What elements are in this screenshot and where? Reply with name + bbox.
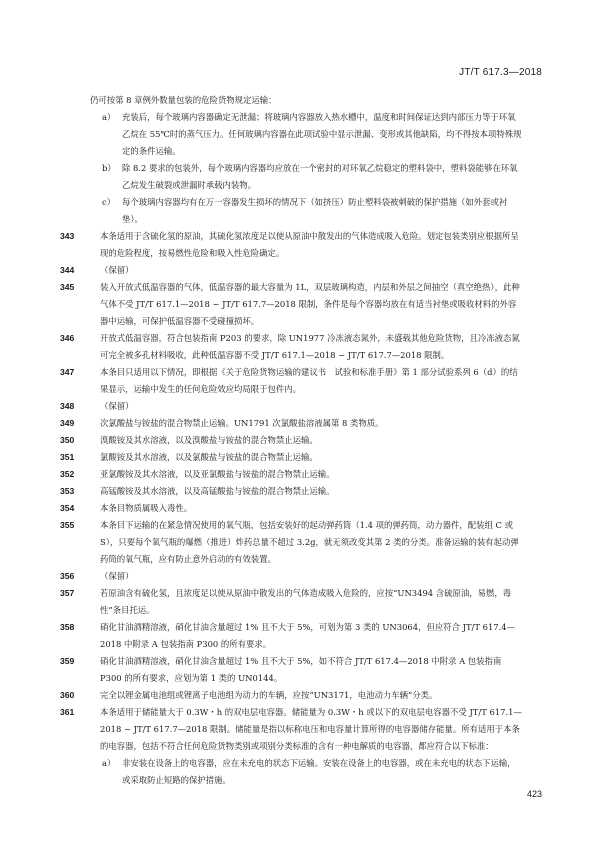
intro-item-a xyxy=(90,109,522,160)
item-label: c） xyxy=(102,197,116,207)
provision-344 xyxy=(60,262,522,279)
page-number: 423 xyxy=(526,789,542,799)
provision-text: 本条目物质属吸入毒性。 xyxy=(100,503,193,513)
item-label: a） xyxy=(102,112,116,122)
provision-text: 本条适用于储能量大于 0.3W・h 的双电层电容器。储能量为 0.3W・h 或以下的双电层电容器不受 JT/T 617.1—2018 ~ JT/T 617.7—2018 限制。储能量是指以标称电压和电容量计算所得的电容器储存能量。所有适用于本条的电容器，包括不符合任何危险货物类别或项别分类标准的含有一种电解质的电容器，都应符合以下标准： xyxy=(100,707,522,751)
provision-number: 347 xyxy=(60,367,75,377)
page-body xyxy=(60,92,522,789)
provision-number: 360 xyxy=(60,690,75,700)
item-text: 除 8.2 要求的包装外，每个玻璃内容器均应放在一个密封的对环氧乙烷稳定的塑料袋中，塑料袋能够在环氧乙烷发生破裂或泄漏时承载内装物。 xyxy=(122,163,518,190)
provision-text: 亚氯酸铵及其水溶液，以及亚氯酸盐与铵盐的混合物禁止运输。 xyxy=(100,469,335,479)
provision-number: 344 xyxy=(60,265,75,275)
item-label: a） xyxy=(102,758,116,768)
provision-352 xyxy=(60,466,522,483)
intro-line: 仍可按第 8 章例外数量包装的危险货物规定运输： xyxy=(90,95,277,105)
provision-list xyxy=(60,228,522,755)
provision-number: 351 xyxy=(60,452,75,462)
intro-item-c xyxy=(90,194,522,228)
provision-text: 氯酸铵及其水溶液，以及氯酸盐与铵盐的混合物禁止运输。 xyxy=(100,452,318,462)
provision-346 xyxy=(60,330,522,364)
final-list xyxy=(90,755,522,789)
intro-item-b xyxy=(90,160,522,194)
provision-number: 358 xyxy=(60,622,75,632)
provision-text: 开放式低温容器，符合包装指南 P203 的要求，除 UN1977 冷冻液态氮外，未盛载其他危险货物，且冷冻液态氮可完全被多孔材料吸收，此种低温容器不受 JT/T 617.1—2018 ~ JT/T 617.7—2018 限制。 xyxy=(100,333,520,360)
provision-number: 349 xyxy=(60,418,75,428)
provision-358 xyxy=(60,619,522,653)
provision-number: 350 xyxy=(60,435,75,445)
provision-357 xyxy=(60,585,522,619)
provision-text: 本条目只适用以下情况，即根据《关于危险货物运输的建议书 试验和标准手册》第 1 部分试验系列 6（d）的结果显示，运输中发生的任何危险效应均局限于包件内。 xyxy=(100,367,518,394)
provision-360 xyxy=(60,687,522,704)
provision-350 xyxy=(60,432,522,449)
provision-text: 装入开放式低温容器的气体，低温容器的最大容量为 1L，双层玻璃构造，内层和外层之间抽空（真空绝热），此种气体不受 JT/T 617.1—2018 ~ JT/T 617.7—2018 限制，条件是每个容器均放在有适当衬垫或吸收材料的外容器中运输，可保护低温容器不受碰撞损坏。 xyxy=(100,282,520,326)
provision-361 xyxy=(60,704,522,755)
provision-number: 356 xyxy=(60,571,75,581)
provision-text: 若原油含有硫化氢，且浓度足以使从原油中散发出的气体造成吸入危险的，应按“UN3494 含硫原油，易燃，毒性”条目托运。 xyxy=(100,588,512,615)
provision-number: 361 xyxy=(60,707,75,717)
provision-text: 高锰酸铵及其水溶液，以及高锰酸盐与铵盐的混合物禁止运输。 xyxy=(100,486,335,496)
intro-list xyxy=(90,109,522,228)
provision-347 xyxy=(60,364,522,398)
provision-353 xyxy=(60,483,522,500)
provision-text: （保留） xyxy=(100,571,134,581)
provision-345 xyxy=(60,279,522,330)
final-item-a xyxy=(90,755,522,789)
provision-number: 346 xyxy=(60,333,75,343)
provision-number: 355 xyxy=(60,520,75,530)
provision-number: 353 xyxy=(60,486,75,496)
provision-number: 359 xyxy=(60,656,75,666)
provision-number: 354 xyxy=(60,503,75,513)
provision-number: 357 xyxy=(60,588,75,598)
item-text: 非安装在设备上的电容器，应在未充电的状态下运输。安装在设备上的电容器，或在未充电的状态下运输，或采取防止短路的保护措施。 xyxy=(122,758,516,785)
provision-text: 完全以锂金属电池组或锂离子电池组为动力的车辆，应按“UN3171，电池动力车辆”分类。 xyxy=(100,690,438,700)
item-label: b） xyxy=(102,163,116,173)
item-text: 每个玻璃内容器均有在万一容器发生损坏的情况下（如挤压）防止塑料袋被刺破的保护措施（如外套或衬垫）。 xyxy=(122,197,508,224)
provision-text: （保留） xyxy=(100,401,134,411)
provision-text: 硝化甘油酒精溶液，硝化甘油含量超过 1% 且不大于 5%，如不符合 JT/T 617.4—2018 中附录 A 包装指南 P300 的所有要求，应划为第 1 类的 UN0144。 xyxy=(100,656,502,683)
provision-text: （保留） xyxy=(100,265,134,275)
provision-number: 345 xyxy=(60,282,75,292)
provision-text: 溴酸铵及其水溶液，以及溴酸盐与铵盐的混合物禁止运输。 xyxy=(100,435,318,445)
item-text: 充装后，每个玻璃内容器确定无泄漏；将玻璃内容器放入热水槽中，温度和时间保证达到内部压力等于环氧乙烷在 55℃时的蒸气压力。任何玻璃内容器在此项试验中显示泄漏、变形或其他缺陷，均不得按本项特殊规定的条件运输。 xyxy=(122,112,522,156)
provision-text: 硝化甘油酒精溶液，硝化甘油含量超过 1% 且不大于 5%，可划为第 3 类的 UN3064，但应符合 JT/T 617.4—2018 中附录 A 包装指南 P300 的所有要求。 xyxy=(100,622,515,649)
provision-351 xyxy=(60,449,522,466)
provision-343 xyxy=(60,228,522,262)
provision-number: 348 xyxy=(60,401,75,411)
provision-349 xyxy=(60,415,522,432)
provision-number: 352 xyxy=(60,469,75,479)
standard-code-header: JT/T 617.3—2018 xyxy=(459,67,542,78)
provision-text: 本条目下运输的在紧急情况使用的氧气瓶，包括安装好的起动弹药筒（1.4 项的弹药筒，动力器件，配装组 C 或 S），只要每个氧气瓶的爆燃（推进）炸药总量不超过 3.2g，就无须改变其第 2 类的分类。准备运输的装有起动弹药筒的氧气瓶，应有防止意外启动的有效装置。 xyxy=(100,520,519,564)
provision-text: 本条适用于含硫化氢的原油，其硫化氢浓度足以使从原油中散发出的气体造成吸入危险。划定包装类别应根据所呈现的危险程度，按易燃性危险和吸入性危险确定。 xyxy=(100,231,519,258)
provision-356 xyxy=(60,568,522,585)
provision-text: 次氯酸盐与铵盐的混合物禁止运输。UN1791 次氯酸盐溶液属第 8 类物质。 xyxy=(100,418,384,428)
provision-355 xyxy=(60,517,522,568)
provision-number: 343 xyxy=(60,231,75,241)
provision-359 xyxy=(60,653,522,687)
provision-348 xyxy=(60,398,522,415)
provision-354 xyxy=(60,500,522,517)
